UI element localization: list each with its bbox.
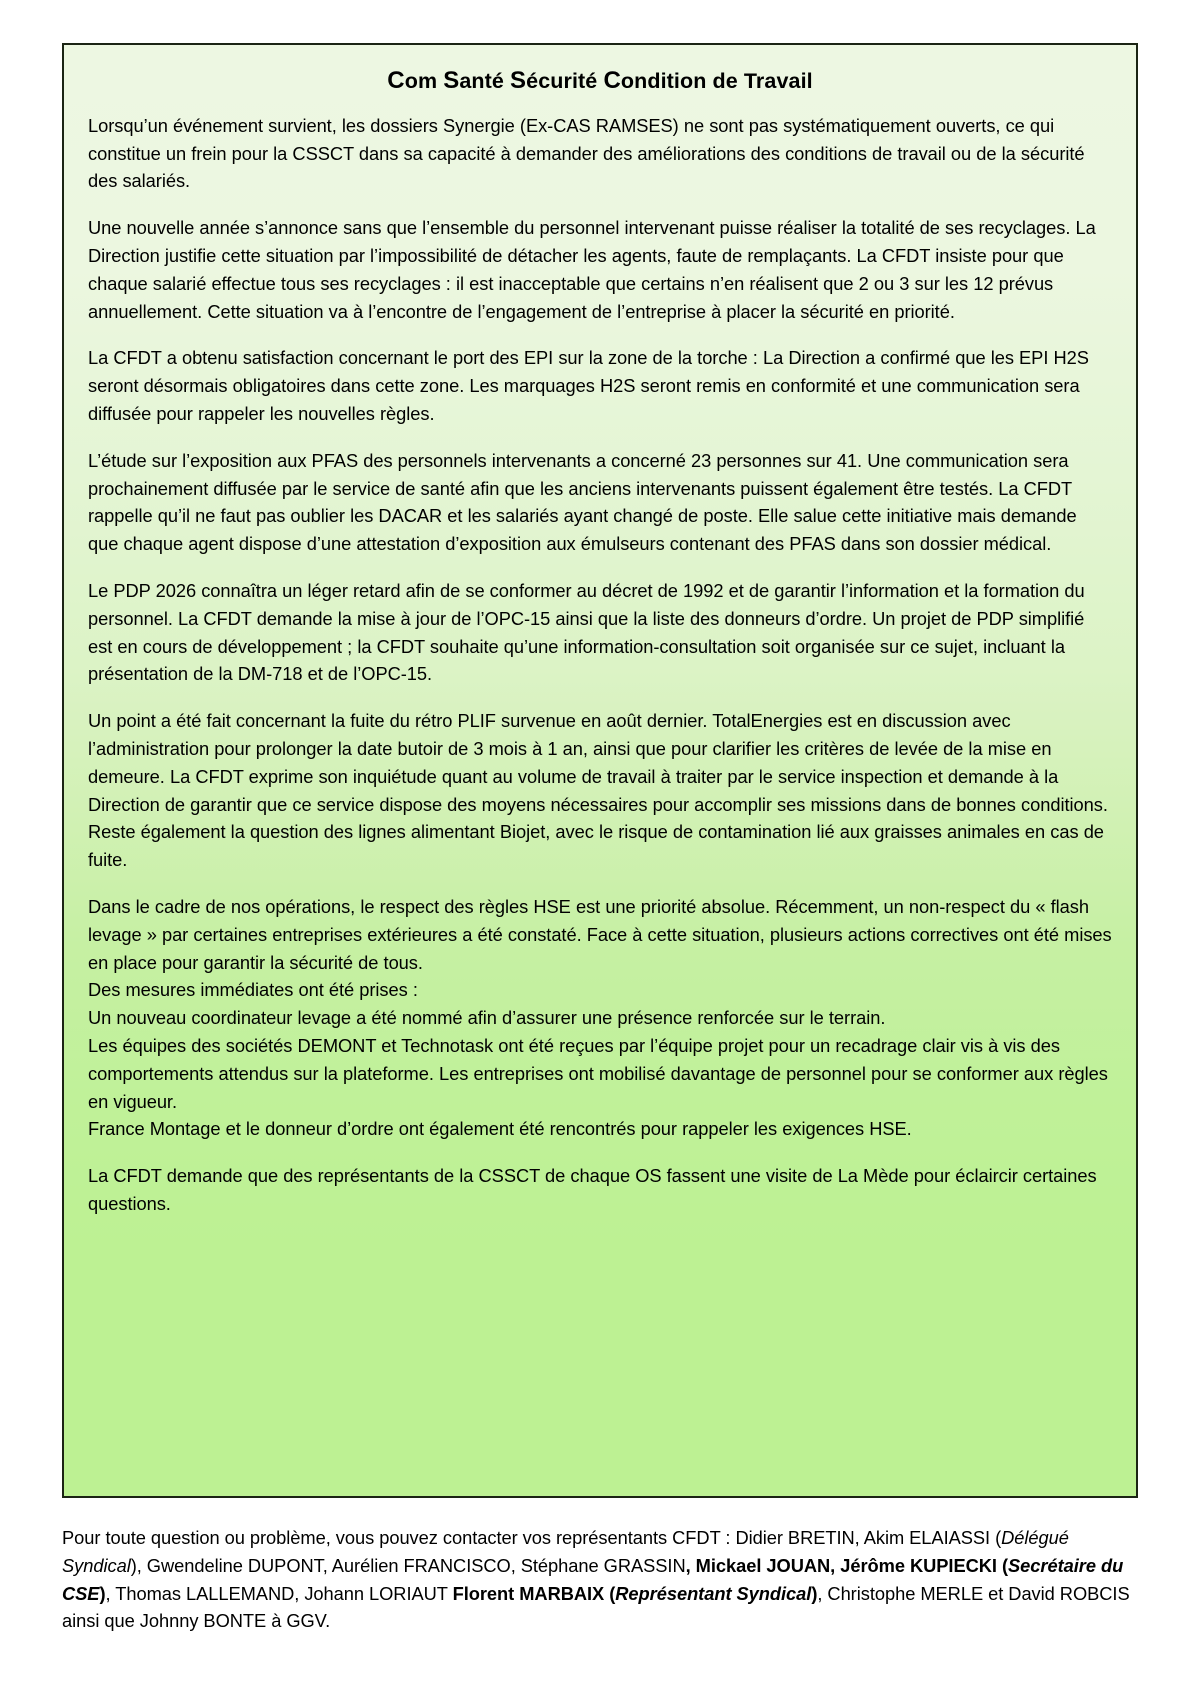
title-initial-cap-2: S [443, 67, 460, 94]
paragraph-france-montage: France Montage et le donneur d’ordre ont également été rencontrés pour rappeler les exigences HSE. [88, 1118, 912, 1140]
paragraph-coordinateur-levage: Un nouveau coordinateur levage a été nommé afin d’assurer une présence renforcée sur le terrain. [88, 1007, 886, 1029]
footer-text-names-1: ), Gwendeline DUPONT, Aurélien FRANCISCO, Stéphane GRASSIN [130, 1554, 686, 1576]
paragraph-recyclages: Une nouvelle année s’annonce sans que l’ensemble du personnel intervenant puisse réaliser la totalité de ses recyclages. La Direction justifie cette situation par l’impossibilité de détacher les agents, faute de remplaçants. La CFDT insiste pour que chaque salarié effectue tous ses recyclages : il est inacceptable que certains n’en réalisent que 2 ou 3 sur les 12 prévus annuellement. Cette situation va à l’encontre de l’engagement de l’entreprise à placer la sécurité en priorité. [88, 217, 1096, 322]
paragraph-pfas: L’étude sur l’exposition aux PFAS des personnels intervenants a concerné 23 personnes sur 41. Une communication sera prochainement diffusée par le service de santé afin que les anciens intervenants puissent également être testés. La CFDT rappelle qu’il ne faut pas oublier les DACAR et les salariés ayant changé de poste. Elle salue cette initiative mais demande que chaque agent dispose d’une attestation d’exposition aux émulseurs contenant des PFAS dans son dossier médical. [88, 449, 1077, 555]
footer-role-delegue-syndical: Délégué Syndical [62, 1527, 1069, 1576]
document-title [88, 67, 1112, 96]
paragraph-pdp-2026: Le PDP 2026 connaîtra un léger retard afin de se conformer au décret de 1992 et de garantir l’information et la formation du personnel. La CFDT demande la mise à jour de l’OPC-15 ainsi que la liste des donneurs d’ordre. Un projet de PDP simplifié est en cours de développement ; la CFDT souhaite qu’une information-consultation soit organisée sur ce sujet, incluant la présentation de la DM-718 et de l’OPC-15. [88, 579, 1085, 685]
paragraph-synergie: Lorsqu’un événement survient, les dossiers Synergie (Ex-CAS RAMSES) ne sont pas systématiquement ouverts, ce qui constitue un frein pour la CSSCT dans sa capacité à demander des améliorations des conditions de travail ou de la sécurité des salariés. [88, 114, 1085, 192]
footer-text-intro: Pour toute question ou problème, vous pouvez contacter vos représentants CFDT : Didier BRETIN, Akim ELAIASSI ( [62, 1527, 1002, 1548]
title-segment-3 [510, 69, 603, 93]
title-rest-1: om [404, 69, 444, 93]
footer-text-names-2: , Thomas LALLEMAND, Johann LORIAUT [105, 1582, 453, 1604]
title-segment-1 [387, 69, 443, 93]
paragraph-hse-flash-levage: Dans le cadre de nos opérations, le respect des règles HSE est une priorité absolue. Récemment, un non-respect du « flash levage » par certaines entreprises extérieures a été constaté. Face à cette situation, plusieurs actions correctives ont été mises en place pour garantir la sécurité de tous. [88, 895, 1112, 973]
footer-paren-close-2: ) [811, 1582, 818, 1604]
title-segment-4 [603, 69, 812, 93]
footer-text-names-3: , Christophe MERLE et David ROBCIS ainsi que Johnny BONTE à GGV. [62, 1582, 1130, 1632]
title-rest-3: écurité [526, 69, 604, 93]
paragraph-epi-torche: La CFDT a obtenu satisfaction concernant le port des EPI sur la zone de la torche : La Direction a confirmé que les EPI H2S seront désormais obligatoires dans cette zone. Les marquages H2S seront remis en conformité et une communication sera diffusée pour rappeler les nouvelles règles. [88, 347, 1089, 424]
title-rest-4: ondition de Travail [620, 69, 813, 93]
footer-name-marbaix: Florent MARBAIX ( [452, 1582, 616, 1604]
highlighted-content-box [62, 43, 1138, 1498]
footer-role-representant-syndical: Représentant Syndical [615, 1582, 812, 1604]
paragraph-visite-la-mede: La CFDT demande que des représentants de la CSSCT de chaque OS fassent une visite de La Mède pour éclaircir certaines questions. [88, 1165, 1097, 1214]
paragraph-mesures-immediates: Des mesures immédiates ont été prises : [88, 979, 418, 1001]
footer-paren-close-1: ) [99, 1582, 106, 1604]
footer-role-secretaire-cse: Secrétaire du CSE [62, 1554, 1124, 1604]
title-initial-cap-1: C [387, 67, 405, 94]
contact-footer [62, 1524, 1144, 1635]
title-rest-2: anté [459, 69, 511, 93]
paragraph-retro-plif: Un point a été fait concernant la fuite du rétro PLIF survenue en août dernier. TotalEnergies est en discussion avec l’administration pour prolonger la date butoir de 3 mois à 1 an, ainsi que pour clarifier les critères de levée de la mise en demeure. La CFDT exprime son inquiétude quant au volume de travail à traiter par le service inspection et demande à la Direction de garantir que ce service dispose des moyens nécessaires pour accomplir ses missions dans de bonnes conditions. Reste également la question des lignes alimentant Biojet, avec le risque de contamination lié aux graisses animales en cas de fuite. [88, 710, 1108, 871]
title-initial-cap-3: S [510, 67, 527, 94]
paragraph-demont-technotask: Les équipes des sociétés DEMONT et Technotask ont été reçues par l’équipe projet pour un recadrage clair vis à vis des comportements attendus sur la plateforme. Les entreprises ont mobilisé davantage de personnel pour se conformer aux règles en vigueur. [88, 1034, 1108, 1112]
title-segment-2 [443, 69, 510, 93]
footer-name-kupiecki: Jérôme KUPIECKI ( [840, 1554, 1009, 1576]
footer-separator-bold: , Mickael JOUAN, [685, 1554, 841, 1576]
title-initial-cap-4: C [603, 67, 621, 94]
